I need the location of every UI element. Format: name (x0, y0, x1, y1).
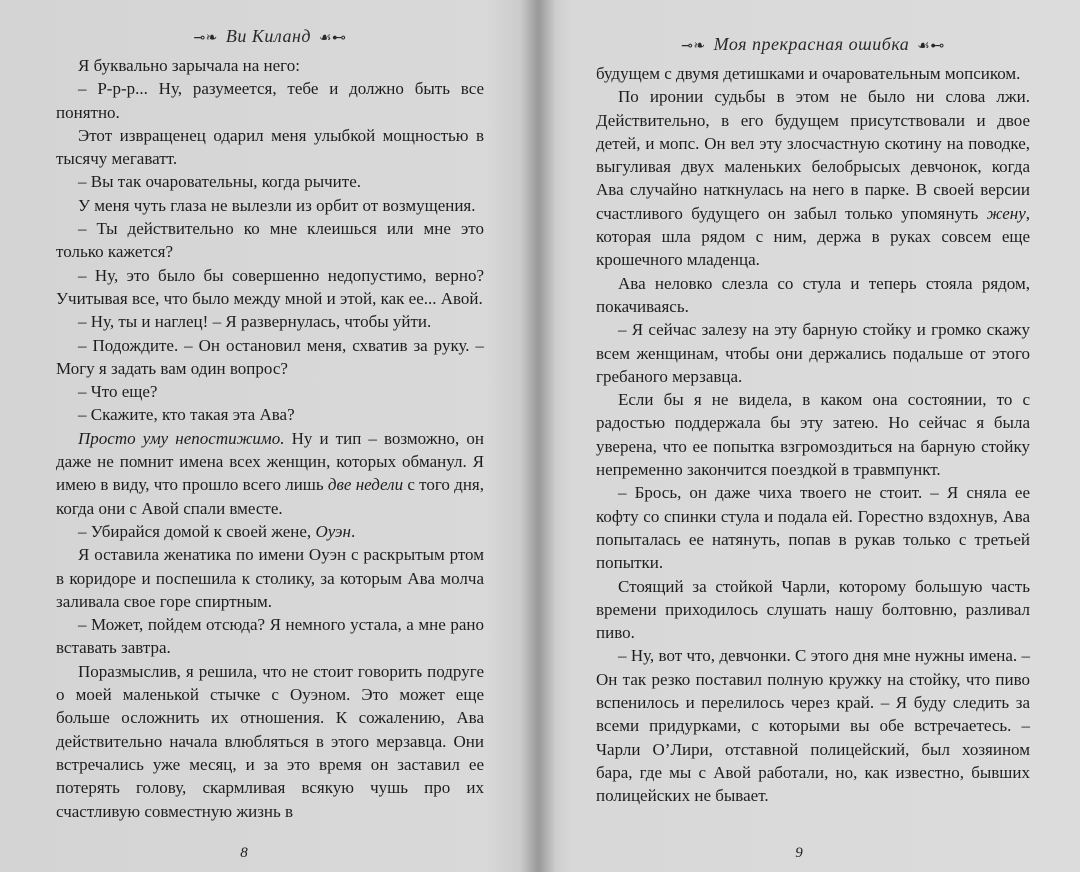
page-number-right: 9 (795, 845, 803, 861)
paragraph (596, 481, 1030, 574)
text-run: – Что еще? (78, 382, 158, 402)
paragraph (596, 318, 1030, 388)
left-page-text (56, 54, 484, 823)
paragraph (596, 272, 1030, 319)
left-page (0, 0, 528, 872)
right-page-text (596, 62, 1030, 808)
text-run: – Ты действительно ко мне клеишься или мне это только кажется? (56, 219, 484, 262)
paragraph (596, 388, 1030, 481)
paragraph (56, 264, 484, 311)
text-run: – Ну, это было бы совершенно недопустимо, верно? Учитывая все, что было между мной и этой, как ее... Авой. (56, 265, 484, 308)
italic-text: жену (986, 203, 1026, 223)
paragraph (56, 613, 484, 660)
ornament-icon: ☙⊷ (917, 39, 945, 54)
paragraph (56, 520, 484, 543)
text-run: Если бы я не видела, в каком она состоянии, то с радостью поддержала бы эту затею. Но сейчас я была уверена, что ее попытка взгромоздиться на барную стойку непременно закончится поездкой в травмпункт. (596, 390, 1030, 480)
text-run: – Подождите. – Он остановил меня, схватив за руку. – Могу я задать вам один вопрос? (56, 335, 484, 378)
running-head-left: ⊸❧ Ви Киланд ☙⊷ (56, 22, 484, 50)
text-run: Я буквально зарычала на него: (78, 56, 300, 75)
text-run: – Убирайся домой к своей жене, (78, 521, 316, 541)
paragraph (56, 194, 484, 217)
paragraph (56, 427, 484, 520)
text-run: Я оставила женатика по имени Оуэн с раскрытым ртом в коридоре и поспешила к столику, за которым Ава молча заливала свое горе спиртным. (56, 545, 484, 611)
paragraph (596, 85, 1030, 271)
paragraph (56, 77, 484, 124)
ornament-icon: ☙⊷ (318, 31, 347, 46)
text-run: – Может, пойдем отсюда? Я немного устала, а мне рано вставать завтра. (56, 615, 484, 658)
paragraph (56, 334, 484, 381)
text-run: будущем с двумя детишками и очаровательным мопсиком. (596, 64, 1021, 83)
paragraph (56, 310, 484, 333)
text-run: – Я сейчас залезу на эту барную стойку и громко скажу всем женщинам, чтобы они держались подальше от этого гребаного мерзавца. (596, 320, 1030, 386)
page-number-left: 8 (240, 845, 248, 861)
text-run: Ава неловко слезла со стула и теперь стояла рядом, покачиваясь. (596, 273, 1030, 316)
text-run: По иронии судьбы в этом не было ни слова лжи. Действительно, в его будущем присутствовали и двое детей, и мопс. Он вел эту злосчастную скотину на поводке, выгуливая двух маленьких белобрысых девчонок, когда Ава случайно наткнулась на него в парке. В своей версии счастливого будущего он забыл только упомянуть (596, 87, 1030, 223)
paragraph (596, 644, 1030, 807)
paragraph (56, 380, 484, 403)
text-run: – Ну, ты и наглец! – Я развернулась, чтобы уйти. (78, 312, 432, 332)
text-run: . (350, 521, 356, 541)
text-run: – Скажите, кто такая эта Ава? (78, 405, 295, 425)
paragraph (56, 660, 484, 823)
ornament-icon: ⊸❧ (681, 39, 706, 54)
text-run: Поразмыслив, я решила, что не стоит говорить подруге о моей маленькой стычке с Оуэном. Это может еще больше осложнить их отношения. К сожалению, Ава действительно начала влюбляться в этого мерзавца. Они встречались уже месяц, и за это время он заставил ее потерять голову, скармливая всякую чушь про их счастливую совместную жизнь в (56, 661, 484, 821)
paragraph (56, 54, 484, 77)
text-run: – Вы так очаровательны, когда рычите. (78, 172, 362, 192)
text-run: – Брось, он даже чиха твоего не стоит. – Я сняла ее кофту со спинки стула и подала ей. Горестно вздохнув, Ава попыталась ее натянуть, попав в рукав только с третьей попытки. (596, 483, 1030, 573)
text-run: Этот извращенец одарил меня улыбкой мощностью в тысячу мегаватт. (56, 125, 484, 169)
paragraph (596, 62, 1030, 85)
italic-text: Оуэн (315, 521, 351, 541)
paragraph (56, 124, 484, 171)
text-run: У меня чуть глаза не вылезли из орбит от возмущения. (78, 195, 476, 215)
paragraph (56, 217, 484, 264)
text-run: с того дня, когда они с Авой спали вместе. (56, 475, 484, 518)
text-run: – Ну, вот что, девчонки. С этого дня мне нужны имена. – Он так резко поставил полную кружку на стойку, что пиво вспенилось и перелилось через край. – Я буду следить за всеми придурками, с которыми вы обе встречаетесь. – Чарли О’Лири, отставной полицейский, был хозяином бара, где мы с Авой работали, но, как известно, бывших полицейских не бывает. (596, 646, 1030, 806)
paragraph (596, 575, 1030, 645)
italic-text: Просто уму непостижимо. (78, 428, 285, 448)
paragraph (56, 170, 484, 193)
running-head-right: ⊸❧ Моя прекрасная ошибка ☙⊷ (596, 30, 1030, 58)
right-page (548, 0, 1080, 872)
ornament-icon: ⊸❧ (193, 31, 218, 46)
paragraph (56, 543, 484, 613)
text-run: Стоящий за стойкой Чарли, которому большую часть времени приходилось слушать нашу болтовню, разливал пиво. (596, 576, 1030, 643)
text-run: – Р-р-р... Ну, разумеется, тебе и должно быть все понятно. (56, 79, 484, 122)
text-run: Ну и тип – возможно, он даже не помнит имена всех женщин, которых обманул. Я имею в виду, что прошло всего лишь (56, 428, 484, 495)
italic-text: две недели (327, 475, 404, 495)
text-run: , которая шла рядом с ним, держа в руках совсем еще крошечного младенца. (596, 203, 1030, 270)
paragraph (56, 403, 484, 426)
